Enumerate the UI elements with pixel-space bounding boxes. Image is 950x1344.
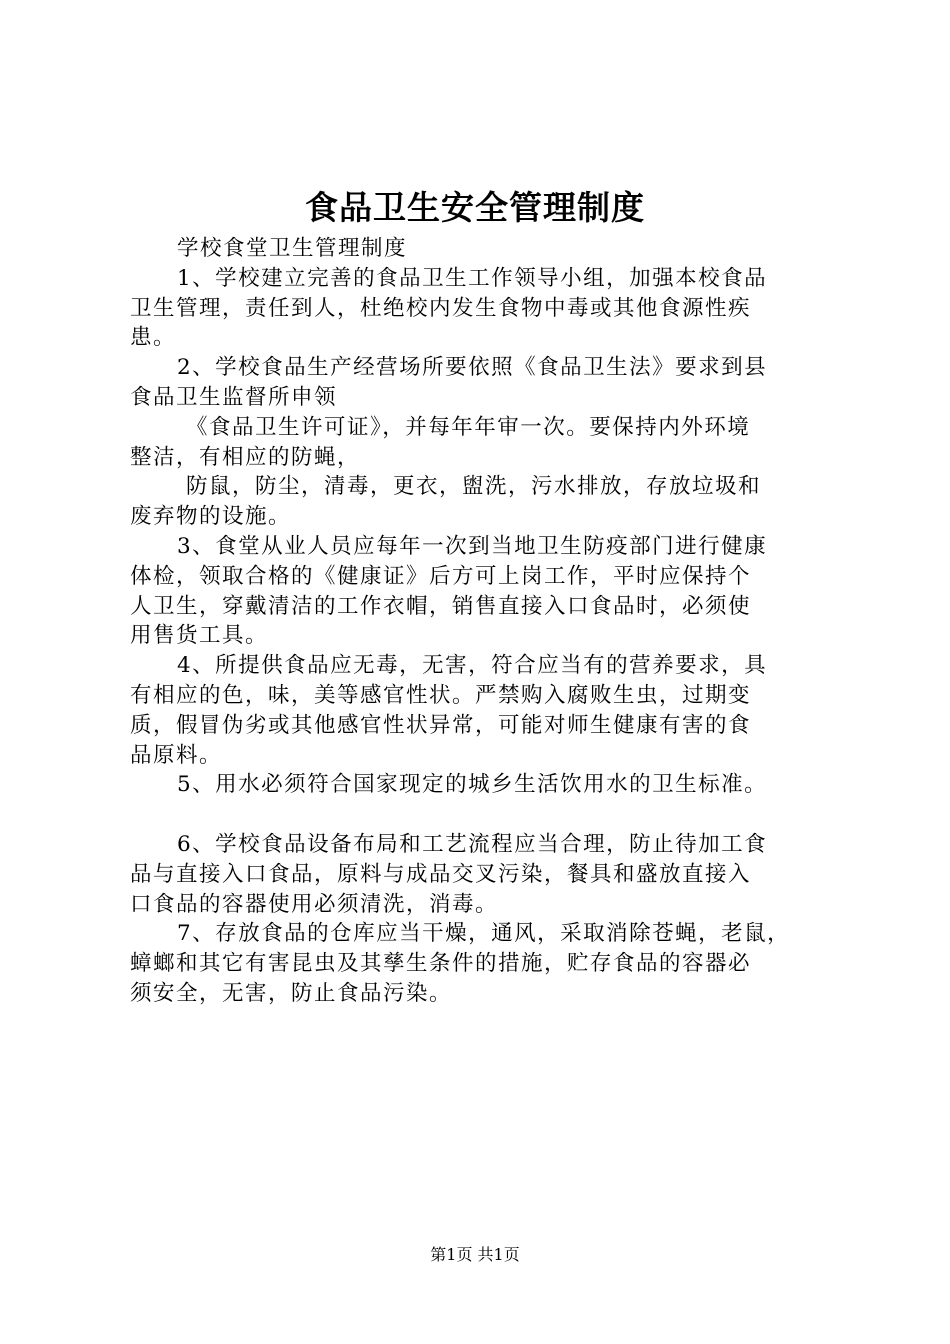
body-line: 须安全，无害，防止食品污染。 bbox=[130, 980, 453, 1006]
body-line: 用售货工具。 bbox=[130, 623, 269, 649]
body-line: 7、存放食品的仓库应当干燥，通风，采取消除苍蝇，老鼠， bbox=[177, 921, 791, 947]
body-line: 人卫生，穿戴清洁的工作衣帽，销售直接入口食品时，必须使 bbox=[130, 593, 752, 619]
body-line: 废弃物的设施。 bbox=[130, 504, 292, 530]
body-line: 体检，领取合格的《健康证》后方可上岗工作，平时应保持个 bbox=[130, 563, 752, 589]
body-line: 6、学校食品设备布局和工艺流程应当合理，防止待加工食 bbox=[177, 831, 768, 857]
body-line: 口食品的容器使用必须清洗，消毒。 bbox=[130, 891, 499, 917]
body-line: 4、所提供食品应无毒，无害，符合应当有的营养要求，具 bbox=[177, 653, 768, 679]
body-line: 2、学校食品生产经营场所要依照《食品卫生法》要求到县 bbox=[177, 355, 768, 381]
body-line: 5、用水必须符合国家现定的城乡生活饮用水的卫生标准。 bbox=[177, 772, 768, 798]
body-line: 患。 bbox=[130, 325, 177, 351]
page-footer: 第1页 共1页 bbox=[430, 1245, 520, 1264]
document-title: 食品卫生安全管理制度 bbox=[305, 188, 645, 227]
body-line: 质，假冒伪劣或其他感官性状异常，可能对师生健康有害的食 bbox=[130, 712, 752, 738]
body-line: 学校食堂卫生管理制度 bbox=[177, 236, 408, 261]
body-line: 食品卫生监督所申领 bbox=[130, 384, 338, 410]
body-line: 蟑螂和其它有害昆虫及其孳生条件的措施，贮存食品的容器必 bbox=[130, 951, 752, 977]
body-line: 整洁，有相应的防蝇， bbox=[130, 444, 361, 470]
body-line: 3、食堂从业人员应每年一次到当地卫生防疫部门进行健康 bbox=[177, 533, 768, 559]
body-line: 《食品卫生许可证》，并每年年审一次。要保持内外环境 bbox=[186, 414, 751, 440]
body-line: 防鼠，防尘，清毒，更衣，盥洗，污水排放，存放垃圾和 bbox=[186, 474, 762, 500]
body-line: 1、学校建立完善的食品卫生工作领导小组，加强本校食品 bbox=[177, 265, 768, 291]
body-line: 有相应的色，味，美等感官性状。严禁购入腐败生虫，过期变 bbox=[130, 682, 752, 708]
blank-line bbox=[130, 800, 830, 830]
body-line: 卫生管理，责任到人，杜绝校内发生食物中毒或其他食源性疾 bbox=[130, 295, 752, 321]
document-body bbox=[130, 234, 830, 1009]
body-line: 品与直接入口食品，原料与成品交叉污染，餐具和盛放直接入 bbox=[130, 861, 752, 887]
body-line: 品原料。 bbox=[130, 742, 223, 768]
